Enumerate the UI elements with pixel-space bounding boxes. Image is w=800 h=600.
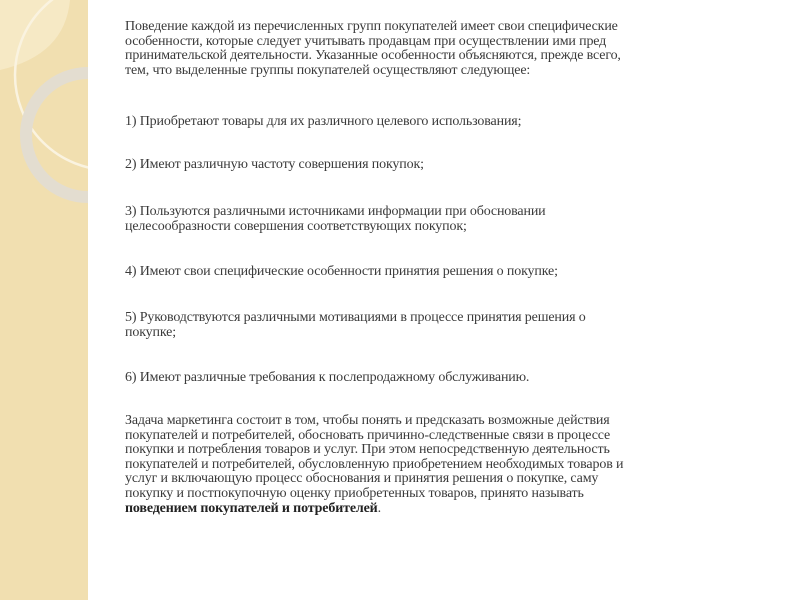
- list-item: [125, 115, 521, 130]
- list-item: [125, 311, 586, 340]
- text-line: Поведение каждой из перечисленных групп покупателей имеет свои специфические: [125, 19, 618, 34]
- text-line: покупки и потребления товаров и услуг. При этом непосредственную деятельность: [125, 442, 610, 458]
- text-line: принимательской деятельности. Указанные особенности объясняются, прежде всего,: [125, 48, 621, 64]
- text-line: Задача маркетинга состоит в том, чтобы понять и предсказать возможные действия: [125, 413, 610, 428]
- text-line: 5) Руководствуются различными мотивациями в процессе принятия решения о: [125, 310, 586, 325]
- intro-paragraph: [125, 20, 621, 78]
- text-line: покупку и постпокупочную оценку приобретенных товаров, принято называть: [125, 485, 584, 501]
- text-line: 6) Имеют различные требования к послепродажному обслуживанию.: [125, 370, 530, 385]
- text-line: тем, что выделенные группы покупателей осуществляют следующее:: [125, 62, 531, 78]
- text-line: покупателей и потребителей, обусловленную приобретением необходимых товаров и: [125, 456, 624, 472]
- list-item: [125, 158, 424, 173]
- conclusion-paragraph: [125, 414, 623, 516]
- text-line: 2) Имеют различную частоту совершения покупок;: [125, 157, 424, 172]
- text-line: [125, 502, 623, 517]
- text-line: услуг и включающую процесс обоснования и принятия решения о покупке, саму: [125, 471, 599, 487]
- text-line: покупке;: [125, 324, 176, 340]
- text-line: 4) Имеют свои специфические особенности принятия решения о покупке;: [125, 264, 558, 279]
- text-line: покупателей и потребителей, обосновать причинно-следственные связи в процессе: [125, 427, 611, 443]
- list-item: [125, 371, 529, 386]
- bold-term: поведением покупателей и потребителей: [125, 500, 378, 516]
- list-item: [125, 205, 546, 234]
- text-line: целесообразности совершения соответствующих покупок;: [125, 218, 467, 234]
- text-line: особенности, которые следует учитывать продавцам при осуществлении ими пред: [125, 33, 607, 49]
- list-item: [125, 265, 558, 280]
- decorative-circles: [0, 0, 88, 600]
- text-line: 3) Пользуются различными источниками информации при обосновании: [125, 204, 546, 219]
- period: .: [377, 500, 381, 516]
- text-line: 1) Приобретают товары для их различного целевого использования;: [125, 114, 522, 129]
- decorative-side-panel: [0, 0, 88, 600]
